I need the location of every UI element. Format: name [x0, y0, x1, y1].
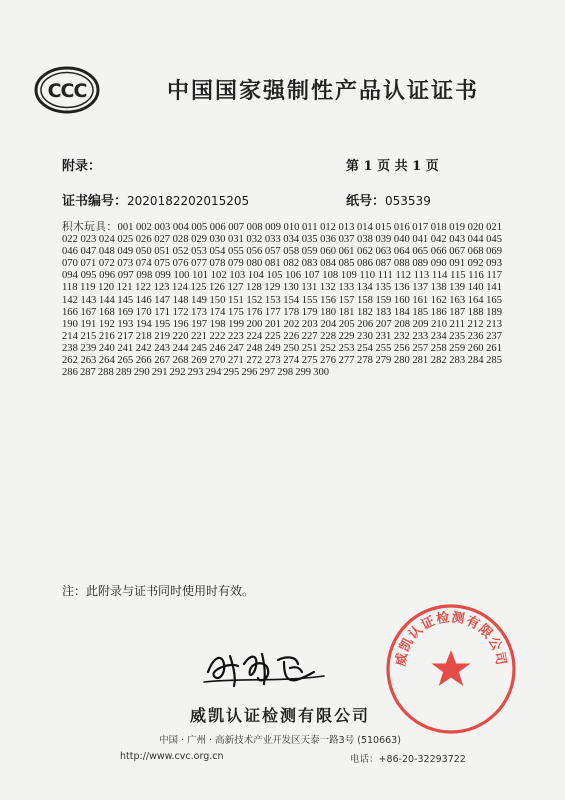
company-website: http://www.cvc.org.cn [120, 751, 224, 762]
validity-note: 注：此附录与证书同时使用时有效。 [62, 584, 255, 598]
paper-number-label: 纸号： [346, 194, 386, 209]
document-title: 中国国家强制性产品认证证书 [166, 79, 479, 104]
product-scope-list: 积木玩具：001 002 003 004 005 006 007 008 009 010 011 012 013 014 015 016 017 018 019 020 021 022 023 024 025 026 027 028 029 030 031 032 033 034 035 036 037 038 039 040 041 042 043 044 045 046 047 048 049 050 051 052 053 054 055 056 057 058 059 060 061 062 063 064 065 066 067 068 069 070 071 072 073 074 075 076 077 078 079 080 081 082 083 084 085 086 087 088 089 090 091 092 093 094 095 096 097 098 099 100 101 102 103 104 105 106 107 108 109 110 111 112 113 114 115 116 117 118 119 120 121 122 123 124 125 126 127 128 129 130 131 132 133 134 135 136 137 138 139 140 141 142 143 144 145 146 147 148 149 150 151 152 153 154 155 156 157 158 159 160 161 162 163 164 165 166 167 168 169 170 171 172 173 174 175 176 177 178 179 180 181 182 183 184 185 186 187 188 189 190 191 192 193 194 195 196 197 198 199 200 201 202 203 204 205 206 207 208 209 210 211 212 213 214 215 216 217 218 219 220 221 222 223 224 225 226 227 228 229 230 231 232 233 234 235 236 237 238 239 240 241 242 243 244 245 246 247 248 249 250 251 252 253 254 255 256 257 258 259 260 261 262 263 264 265 266 267 268 269 270 271 272 273 274 275 276 277 278 279 280 281 282 283 284 285 286 287 288 289 290 291 292 293 294 295 296 297 298 299 300 [62, 222, 502, 379]
certificate-number-label: 证书编号： [62, 194, 128, 209]
company-address: 中国 · 广州 · 高新技术产业开发区天泰一路3号 (510663) [159, 735, 401, 746]
certificate-number-value: 2020182202015205 [127, 194, 250, 208]
company-name: 威凯认证检测有限公司 [189, 706, 370, 725]
company-telephone: 电话：+86-20-32293722 [350, 754, 466, 765]
paper-number-value: 053539 [385, 194, 431, 208]
ccc-logo [34, 66, 100, 114]
company-seal [384, 602, 518, 736]
seal-star-icon [431, 650, 470, 686]
annex-label: 附录： [62, 159, 102, 174]
seal-text: 威凯认证检测有限公司 [393, 610, 509, 668]
handwritten-signature [200, 642, 330, 694]
page-count: 第 1 页 共 1 页 [346, 159, 439, 174]
logo-text: CCC [47, 80, 87, 102]
certificate-number [62, 190, 249, 209]
paper-number [346, 190, 431, 209]
